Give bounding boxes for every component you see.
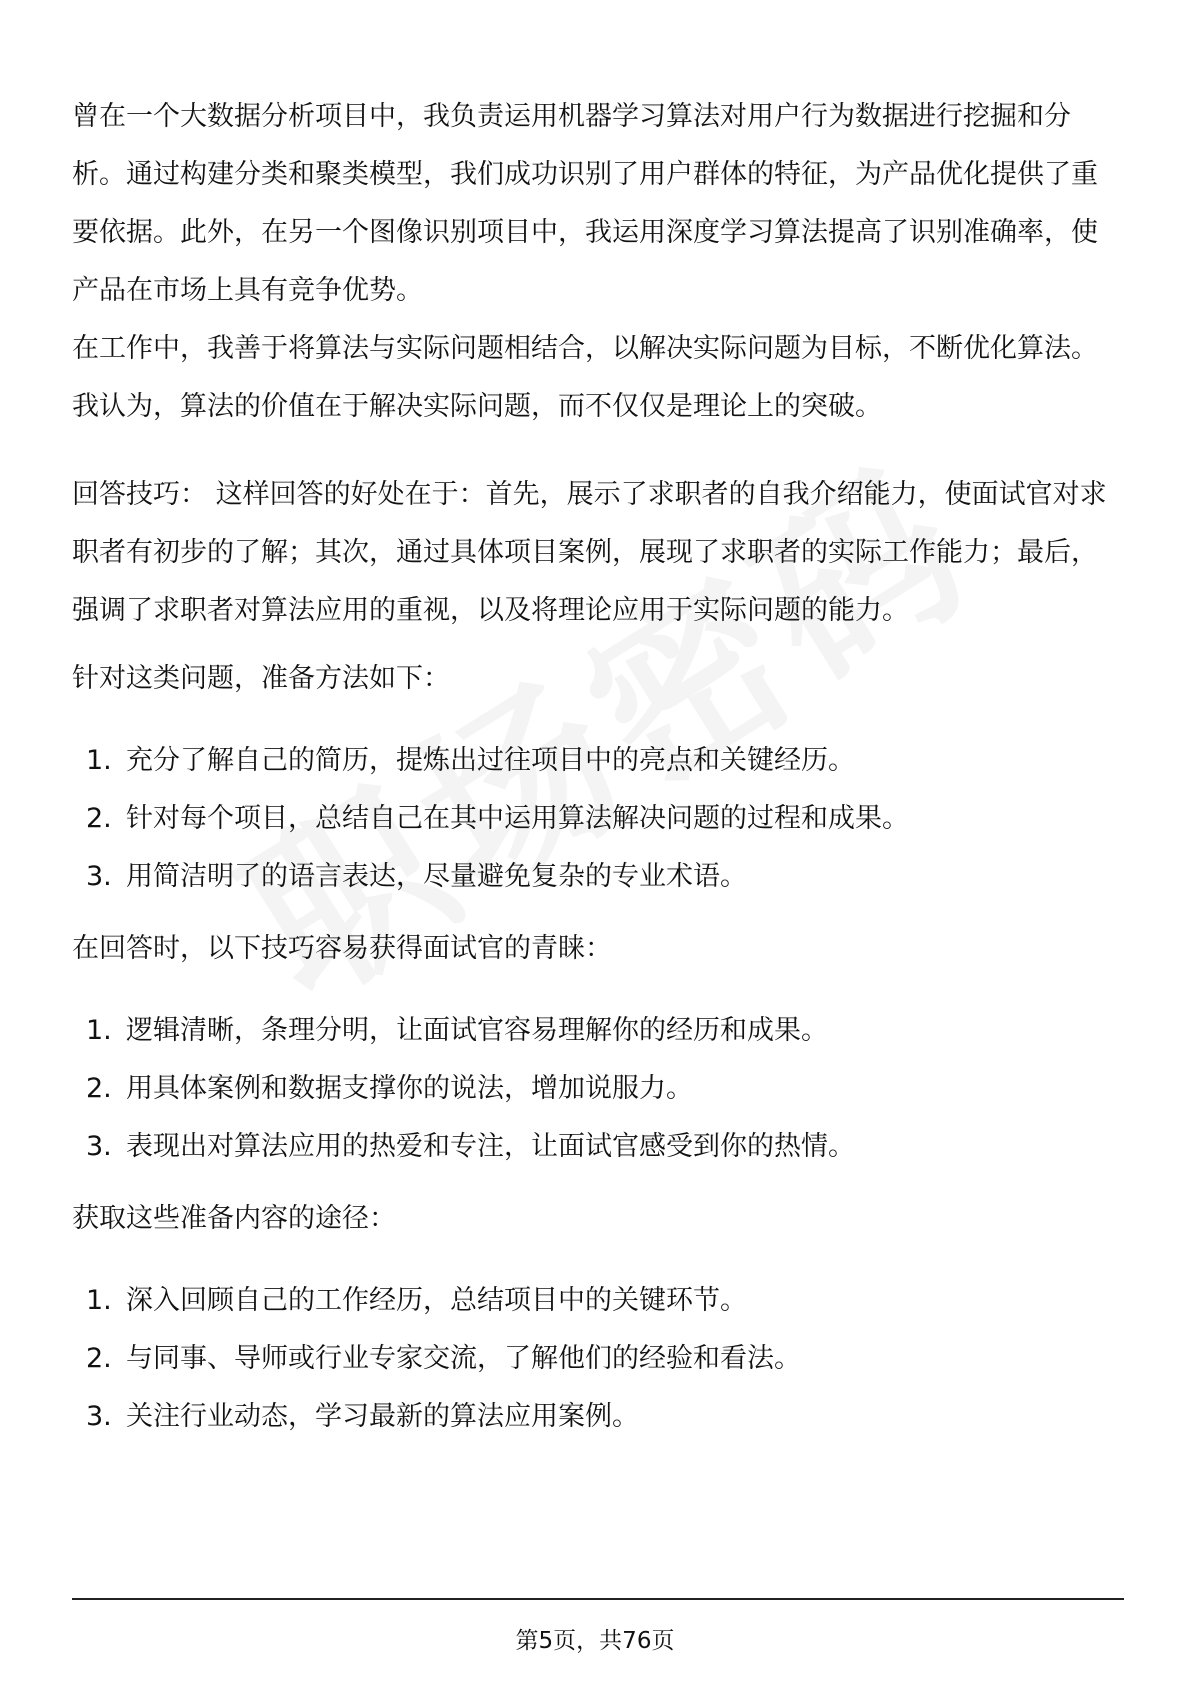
list-item: 3. 表现出对算法应用的热爱和专注，让面试官感受到你的热情。 bbox=[86, 1131, 855, 1162]
sources-list bbox=[72, 1272, 1122, 1446]
section-heading-answer-skills: 在回答时，以下技巧容易获得面试官的青睐： bbox=[72, 933, 612, 964]
section-heading-preparation: 针对这类问题，准备方法如下： bbox=[72, 663, 450, 694]
list-item: 2. 针对每个项目，总结自己在其中运用算法解决问题的过程和成果。 bbox=[86, 803, 909, 834]
list-item: 2. 用具体案例和数据支撑你的说法，增加说服力。 bbox=[86, 1073, 693, 1104]
footer-divider bbox=[72, 1598, 1124, 1600]
paragraph-project-experience: 曾在一个大数据分析项目中，我负责运用机器学习算法对用户行为数据进行挖掘和分析。通过构建分类和聚类模型，我们成功识别了用户群体的特征，为产品优化提供了重要依据。此外，在另一个图像识别项目中，我运用深度学习算法提高了识别准确率，使产品在市场上具有竞争优势。 bbox=[72, 101, 1098, 306]
paragraph-work-approach: 在工作中，我善于将算法与实际问题相结合，以解决实际问题为目标，不断优化算法。我认为，算法的价值在于解决实际问题，而不仅仅是理论上的突破。 bbox=[72, 333, 1098, 422]
page-number: 第5页，共76页 bbox=[515, 1628, 675, 1654]
preparation-list bbox=[72, 732, 1122, 906]
paragraph-answer-tips: 回答技巧： 这样回答的好处在于：首先，展示了求职者的自我介绍能力，使面试官对求职者有初步的了解；其次，通过具体项目案例，展现了求职者的实际工作能力；最后，强调了求职者对算法应用的重视，以及将理论应用于实际问题的能力。 bbox=[72, 479, 1107, 626]
answer-skills-list bbox=[72, 1002, 1122, 1176]
list-item: 3. 用简洁明了的语言表达，尽量避免复杂的专业术语。 bbox=[86, 861, 747, 892]
list-item: 2. 与同事、导师或行业专家交流，了解他们的经验和看法。 bbox=[86, 1343, 801, 1374]
list-item: 1. 充分了解自己的简历，提炼出过往项目中的亮点和关键经历。 bbox=[86, 745, 855, 776]
list-item: 1. 逻辑清晰，条理分明，让面试官容易理解你的经历和成果。 bbox=[86, 1015, 828, 1046]
list-item: 3. 关注行业动态，学习最新的算法应用案例。 bbox=[86, 1401, 639, 1432]
section-heading-sources: 获取这些准备内容的途径： bbox=[72, 1203, 396, 1234]
list-item: 1. 深入回顾自己的工作经历，总结项目中的关键环节。 bbox=[86, 1285, 747, 1316]
